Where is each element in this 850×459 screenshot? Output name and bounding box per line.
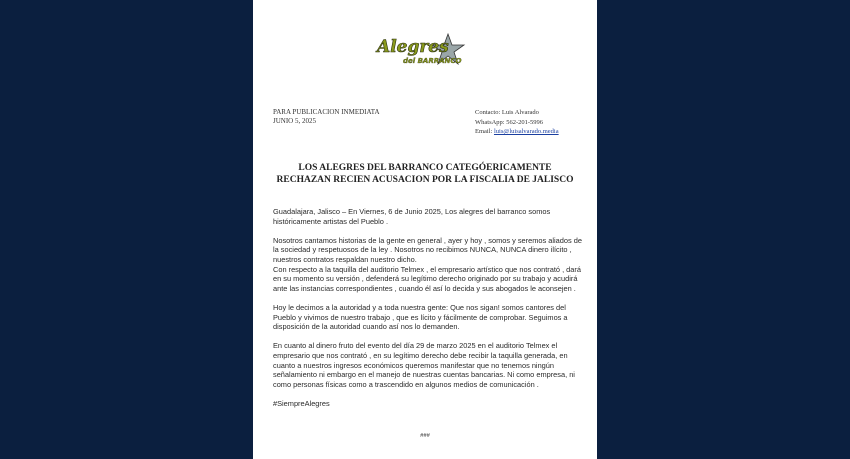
email-link[interactable]: luis@luisalvarado.media [493, 128, 559, 135]
release-type: PARA PUBLICACION INMEDIATA [273, 108, 380, 116]
paragraph-funds: En cuanto al dinero fruto del evento del día 29 de marzo 2025 en el auditorio Telmex el empresario que nos contrató , en su legítimo derecho debe recibir la taquilla generada, en cuanto a nuestros ingresos económicos queremos manifestar que no tenemos ningún señalamiento ni embargo en el manejo de nuestras cuentas bancarias. Ni como empresa, ni como personas físicas como a trascendido en algunos medios de comunicación . [273, 341, 575, 389]
paragraph-intro: Guadalajara, Jalisco – En Viernes, 6 de Junio 2025, Los alegres del barranco somos históricamente artistas del Pueblo . [273, 207, 551, 226]
contact-name: Contacto: Luis Alvarado [475, 109, 539, 116]
contact-email [475, 127, 559, 137]
band-logo [373, 30, 473, 74]
hashtag: #SiempreAlegres [273, 398, 330, 408]
press-body [273, 207, 583, 418]
logo-word-alegres: Alegres [377, 37, 449, 57]
contact-block [475, 108, 559, 137]
release-header-left [273, 108, 380, 126]
press-headline: LOS ALEGRES DEL BARRANCO CATEGÓERICAMENTE RECHAZAN RECIEN ACUSACION POR LA FISCALIA DE JALISCO [276, 163, 574, 185]
press-release-page [253, 0, 597, 459]
band-logo-graphic [373, 30, 473, 74]
email-label: Email: [475, 128, 493, 135]
contact-whatsapp: WhatsApp: 562-201-5996 [475, 118, 544, 126]
release-date: JUNIO 5, 2025 [273, 117, 316, 125]
paragraph-authority: Hoy le decimos a la autoridad y a toda nuestra gente: Que nos sigan! somos cantores del Pueblo y vivimos de nuestro trabajo , que es lícito y fácilmente de comprobar. Seguimos a disposición de la autoridad cuando así nos lo demanden. [273, 302, 568, 332]
logo-word-barranco: del BARRANCO [403, 57, 462, 65]
end-mark: ### [420, 432, 430, 439]
paragraph-statement: Nosotros cantamos historias de la gente en general , ayer y hoy , somos y seremos aliados de la sociedad y respetuosos de la ley . Nosotros no recibimos NUNCA, NUNCA dinero ilícito , nuestros contratos respaldan nuestro dicho. Con respecto a la taquilla del auditorio Telmex , el empresario artístico que nos contrató , dará en su momento su versión , defenderá su legítimo derecho originado por su trabajo y acudirá ante las instancias correspondientes , cuando él así lo decida y sus abogados le aconsejen . [273, 235, 582, 293]
